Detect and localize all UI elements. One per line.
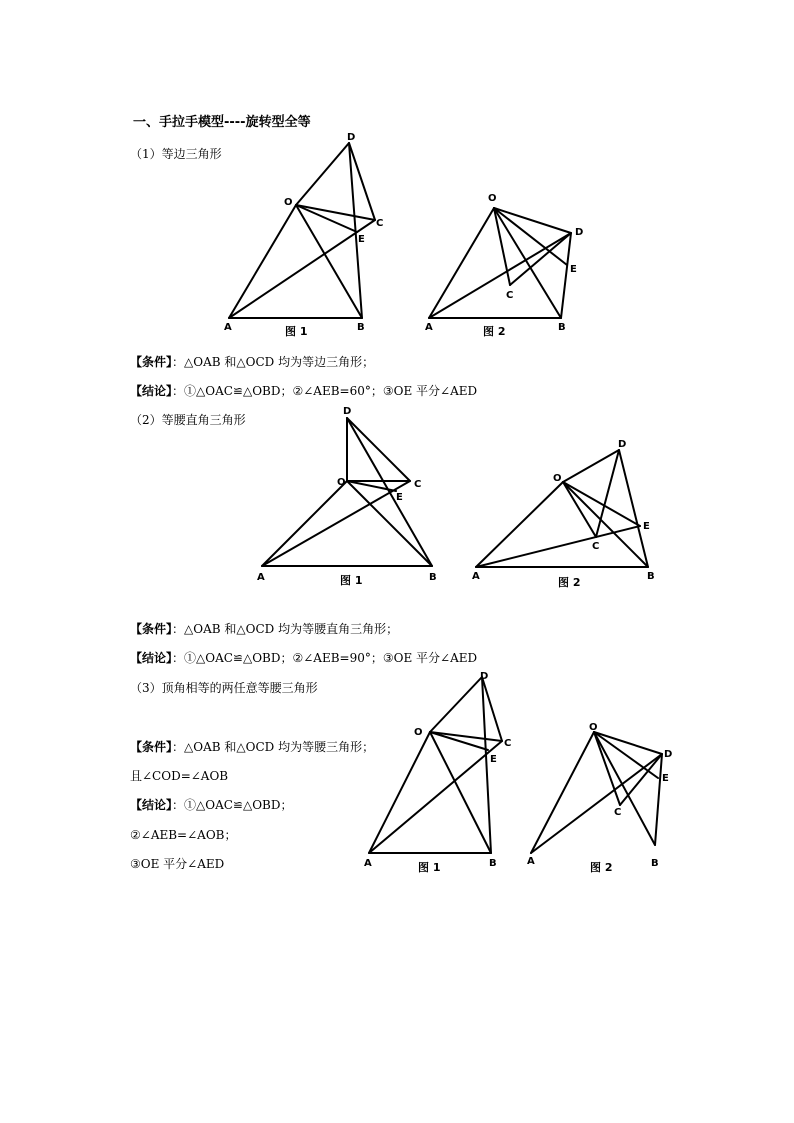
label-c: C xyxy=(504,738,512,749)
label-d: D xyxy=(347,132,356,143)
label-a: A xyxy=(364,858,372,869)
conclusion-text: ：①△OAC≌△OBD； xyxy=(172,798,293,812)
part3-conclusion-line3: ③OE 平分∠AED xyxy=(130,857,225,871)
part3-conclusion-line2: ②∠AEB=∠AOB； xyxy=(130,828,237,842)
label-b: B xyxy=(429,572,437,583)
section-title: 一、手拉手模型----旋转型全等 xyxy=(133,115,311,130)
figure-equilateral-2 xyxy=(425,193,583,338)
conclusion-label: 【结论】 xyxy=(130,384,173,398)
label-e: E xyxy=(490,754,497,765)
label-d: D xyxy=(480,671,489,682)
label-o: O xyxy=(284,197,293,208)
label-d: D xyxy=(575,227,584,238)
label-e: E xyxy=(662,773,669,784)
figure-right-isosceles-2 xyxy=(472,439,655,589)
label-d: D xyxy=(343,406,352,417)
label-b: B xyxy=(647,571,655,582)
label-e: E xyxy=(570,264,577,275)
label-c: C xyxy=(506,290,514,301)
figure-caption-1: 图 1 xyxy=(285,325,308,338)
label-e: E xyxy=(358,234,365,245)
condition-label: 【条件】 xyxy=(130,740,173,754)
label-o: O xyxy=(414,727,423,738)
conclusion-label: 【结论】 xyxy=(130,651,173,665)
conclusion-text: ：①△OAC≌△OBD；②∠AEB=60°；③OE 平分∠AED xyxy=(172,384,478,398)
part3-condition-extra: 且∠COD=∠AOB xyxy=(130,769,229,783)
figure-right-isosceles-1 xyxy=(257,406,437,587)
label-a: A xyxy=(224,322,232,333)
label-b: B xyxy=(489,858,497,869)
label-a: A xyxy=(527,856,535,867)
figure-caption-2: 图 2 xyxy=(558,576,581,589)
label-o: O xyxy=(337,477,346,488)
part2-heading: （2）等腰直角三角形 xyxy=(130,413,246,427)
label-c: C xyxy=(592,541,600,552)
condition-text: ：△OAB 和△OCD 均为等腰直角三角形； xyxy=(172,622,399,636)
condition-text: ：△OAB 和△OCD 均为等边三角形； xyxy=(172,355,375,369)
part3-heading: （3）顶角相等的两任意等腰三角形 xyxy=(130,681,318,695)
condition-label: 【条件】 xyxy=(130,622,173,636)
condition-text: ：△OAB 和△OCD 均为等腰三角形； xyxy=(172,740,375,754)
condition-label: 【条件】 xyxy=(130,355,173,369)
label-a: A xyxy=(425,322,433,333)
conclusion-label: 【结论】 xyxy=(130,798,173,812)
figure-caption-1: 图 1 xyxy=(340,574,363,587)
part1-heading: （1）等边三角形 xyxy=(130,147,222,161)
figure-caption-2: 图 2 xyxy=(483,325,506,338)
label-d: D xyxy=(664,749,673,760)
label-a: A xyxy=(472,571,480,582)
label-b: B xyxy=(651,858,659,869)
label-c: C xyxy=(614,807,622,818)
conclusion-text: ：①△OAC≌△OBD；②∠AEB=90°；③OE 平分∠AED xyxy=(172,651,478,665)
label-c: C xyxy=(376,218,384,229)
label-d: D xyxy=(618,439,627,450)
label-a: A xyxy=(257,572,265,583)
figure-caption-1: 图 1 xyxy=(418,861,441,874)
label-e: E xyxy=(396,492,403,503)
figure-isosceles-1 xyxy=(364,671,511,874)
label-b: B xyxy=(558,322,566,333)
label-e: E xyxy=(643,521,650,532)
label-b: B xyxy=(357,322,365,333)
figure-isosceles-2 xyxy=(527,722,672,874)
figure-equilateral-1 xyxy=(224,132,383,338)
label-o: O xyxy=(589,722,598,733)
label-o: O xyxy=(553,473,562,484)
label-o: O xyxy=(488,193,497,204)
figure-caption-2: 图 2 xyxy=(590,861,613,874)
label-c: C xyxy=(414,479,422,490)
